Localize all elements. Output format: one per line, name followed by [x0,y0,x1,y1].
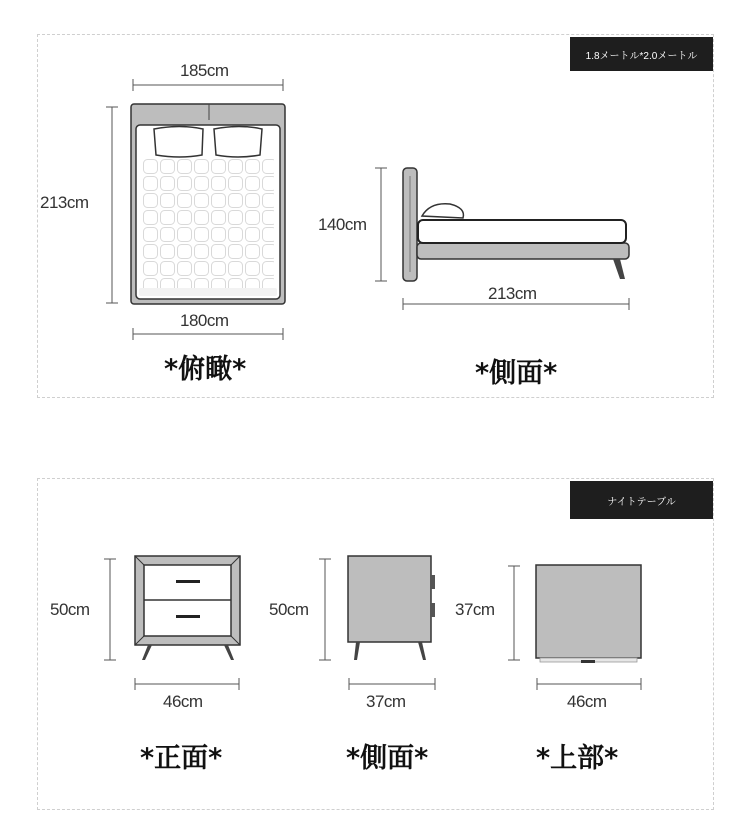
bed-length-label: 213cm [40,193,89,212]
nightstand-front-height-label: 50cm [50,600,90,619]
bed-size-tag: 1.8メートル*2.0メートル [570,37,713,71]
nightstand-front-view-drawing [104,556,240,690]
nightstand-front-caption: *正面* [140,743,223,774]
bed-top-view-drawing [106,79,285,340]
bed-top-view-caption: *俯瞰* [164,354,247,385]
nightstand-top-caption: *上部* [536,743,619,774]
nightstand-top-width-label: 46cm [567,692,607,711]
nightstand-top-depth-label: 37cm [455,600,495,619]
nightstand-top-view-drawing [508,565,641,690]
bed-height-label: 140cm [318,215,367,234]
nightstand-tag: ナイトテーブル [570,481,713,519]
bed-side-view-caption: *側面* [475,358,558,389]
bed-side-length-label: 213cm [488,284,537,303]
nightstand-side-caption: *側面* [346,743,429,774]
bed-width-bottom-label: 180cm [180,311,229,330]
nightstand-side-width-label: 37cm [366,692,406,711]
nightstand-side-view-drawing [319,556,435,690]
bed-width-top-label: 185cm [180,61,229,80]
nightstand-side-height-label: 50cm [269,600,309,619]
nightstand-front-width-label: 46cm [163,692,203,711]
